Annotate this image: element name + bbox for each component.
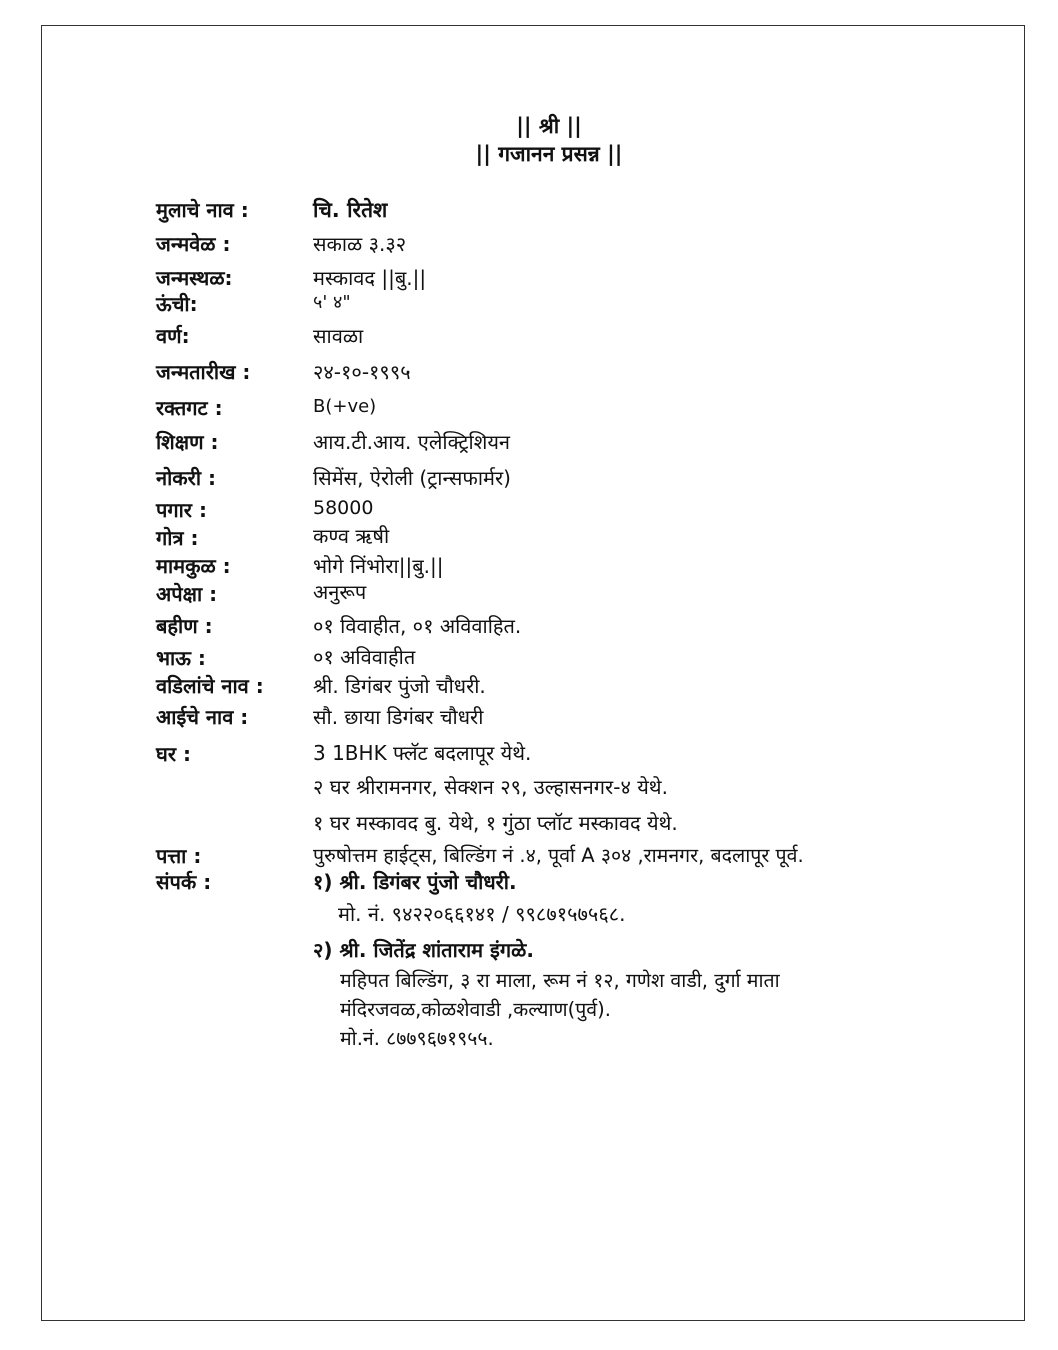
contact-2-address-line-1: महिपत बिल्डिंग, ३ रा माला, रूम नं १२, गणेश वाडी, दुर्गा माता <box>340 969 780 992</box>
value-mother-name: सौ. छाया डिगंबर चौधरी <box>313 705 484 729</box>
label-expectation: अपेक्षा : <box>156 582 218 606</box>
value-birth-place: मस्कावद ||बु.|| <box>313 266 427 290</box>
contact-1-phone: मो. नं. ९४२२०६६१४१ / ९९८७१५७५६८. <box>338 902 626 926</box>
label-height: ऊंची: <box>156 292 198 316</box>
label-job: नोकरी : <box>156 466 216 490</box>
label-house: घर : <box>156 742 191 766</box>
label-blood-group: रक्तगट : <box>156 396 223 420</box>
house-line-1: 3 1BHK फ्लॅट बदलापूर येथे. <box>313 741 532 765</box>
value-name: चि. रितेश <box>313 198 388 222</box>
value-birth-date: २४-१०-१९९५ <box>313 360 411 384</box>
label-mamkul: मामकुळ : <box>156 554 231 578</box>
label-brother: भाऊ : <box>156 646 206 670</box>
house-line-2: २ घर श्रीरामनगर, सेक्शन २९, उल्हासनगर-४ येथे. <box>313 775 668 799</box>
value-education: आय.टी.आय. एलेक्ट्रिशियन <box>313 430 511 454</box>
label-name: मुलाचे नाव : <box>156 198 249 222</box>
label-address: पत्ता : <box>156 844 202 868</box>
contact-1-name: १) श्री. डिगंबर पुंजो चौधरी. <box>313 870 517 894</box>
value-complexion: सावळा <box>313 324 364 348</box>
value-salary: 58000 <box>313 497 374 519</box>
value-mamkul: भोगे निंभोरा||बु.|| <box>313 554 444 578</box>
value-expectation: अनुरूप <box>313 580 367 604</box>
label-gotra: गोत्र : <box>156 526 199 550</box>
label-education: शिक्षण : <box>156 430 219 454</box>
value-sister: ०१ विवाहीत, ०१ अविवाहित. <box>313 614 522 638</box>
label-sister: बहीण : <box>156 614 213 638</box>
value-brother: ०१ अविवाहीत <box>313 645 416 669</box>
value-blood-group: B(+ve) <box>313 396 377 417</box>
label-mother-name: आईचे नाव : <box>156 705 249 729</box>
house-line-3: १ घर मस्कावद बु. येथे, १ गुंठा प्लॉट मस्कावद येथे. <box>313 811 678 835</box>
contact-2-address-line-2: मंदिरजवळ,कोळशेवाडी ,कल्याण(पुर्व). <box>340 998 611 1021</box>
contact-2-name: २) श्री. जितेंद्र शांताराम इंगळे. <box>313 938 534 962</box>
label-salary: पगार : <box>156 498 207 522</box>
value-birth-time: सकाळ ३.३२ <box>313 232 407 256</box>
label-father-name: वडिलांचे नाव : <box>156 674 264 698</box>
value-job: सिमेंस, ऐरोली (ट्रान्सफार्मर) <box>313 466 511 490</box>
label-birth-time: जन्मवेळ : <box>156 232 231 256</box>
value-gotra: कण्व ऋषी <box>313 524 390 548</box>
label-contact: संपर्क : <box>156 870 212 894</box>
contact-2-phone: मो.नं. ८७७९६७१९५५. <box>340 1027 494 1050</box>
header-shri: || श्री || <box>516 114 582 138</box>
value-height: ५' ४" <box>313 292 351 313</box>
label-complexion: वर्ण: <box>156 324 190 348</box>
value-address: पुरुषोत्तम हाईट्स, बिल्डिंग नं .४, पूर्वा A ३०४ ,रामनगर, बदलापूर पूर्व. <box>313 844 804 867</box>
label-birth-date: जन्मतारीख : <box>156 360 251 384</box>
header-gajanan: || गजानन प्रसन्न || <box>475 142 623 166</box>
value-father-name: श्री. डिगंबर पुंजो चौधरी. <box>313 674 486 698</box>
label-birth-place: जन्मस्थळ: <box>156 266 233 290</box>
